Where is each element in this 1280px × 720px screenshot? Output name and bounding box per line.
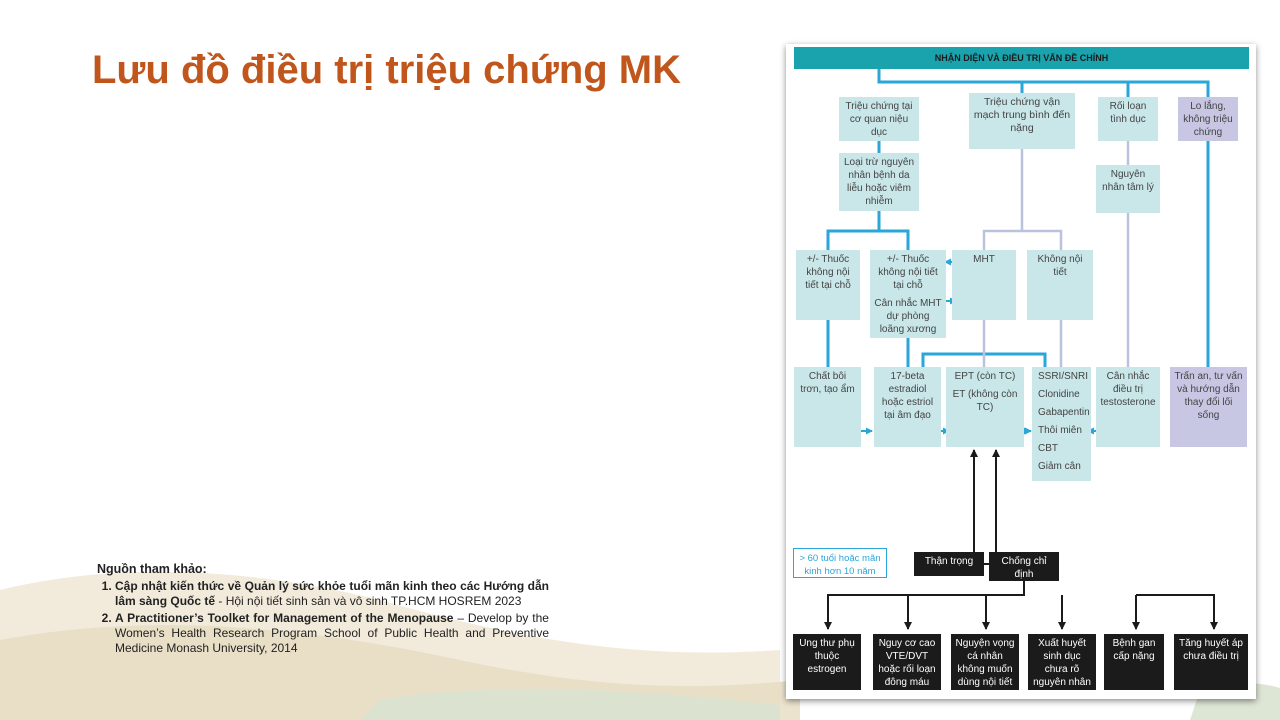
nonhormonal-options-box <box>1032 367 1091 481</box>
reference-title: Cập nhật kiến thức về Quản lý sức khỏe tuổi mãn kinh theo các Hướng dẫn lâm sàng Quốc tế <box>115 579 549 608</box>
nonhormonal-local-right-box <box>870 250 946 338</box>
reference-title: A Practitioner’s Toolket for Management of the Menopause <box>115 611 454 625</box>
nonhormonal-local-left-box: +/- Thuốc không nội tiết tại chỗ <box>796 250 860 320</box>
nonhormonal-option: SSRI/SNRI <box>1038 371 1089 382</box>
ept-et-box <box>946 367 1024 447</box>
urogenital-symptoms-box: Triệu chứng tại cơ quan niệu dục <box>839 97 919 141</box>
references-list <box>97 579 549 656</box>
contraindication-item: Ung thư phụ thuộc estrogen <box>793 634 861 690</box>
vaginal-estradiol-box: 17-beta estradiol hoặc estriol tại âm đạo <box>874 367 941 447</box>
mht-box: MHT <box>952 250 1016 320</box>
ept-label: EPT (còn TC) <box>954 371 1016 382</box>
nonhormonal-option: CBT <box>1038 443 1058 454</box>
reference-source: – Develop by the Women’s Health Research Program School of Public Health and Preventive Medicine Monash University, 2014 <box>115 611 549 655</box>
sexual-dysfunction-box: Rối loạn tình dục <box>1098 97 1158 141</box>
anxiety-box: Lo lắng, không triệu chứng <box>1178 97 1238 141</box>
nonhormonal-option: Thôi miên <box>1038 425 1082 436</box>
reference-item <box>115 611 549 656</box>
nonhormonal-local-label: +/- Thuốc không nội tiết tại chỗ <box>878 254 938 291</box>
nonhormonal-box: Không nội tiết <box>1027 250 1093 320</box>
contraindication-box: Chống chỉ định <box>989 552 1059 581</box>
nonhormonal-option: Gabapentin <box>1038 407 1090 418</box>
contraindication-item: Nguy cơ cao VTE/DVT hoặc rối loạn đông máu <box>873 634 941 690</box>
nonhormonal-option: Clonidine <box>1038 389 1080 400</box>
caution-box: Thận trọng <box>914 552 984 576</box>
contraindication-item: Bệnh gan cấp nặng <box>1104 634 1164 690</box>
references-heading: Nguồn tham khảo: <box>97 562 207 576</box>
contraindication-item: Nguyện vọng cá nhân không muốn dùng nội tiết <box>951 634 1019 690</box>
flowchart-header: NHẬN DIỆN VÀ ĐIỀU TRỊ VẤN ĐỀ CHÍNH <box>794 47 1249 69</box>
vasomotor-symptoms-box: Triệu chứng vận mạch trung bình đến nặng <box>969 93 1075 149</box>
over-60-box: > 60 tuổi hoặc mãn kinh hơn 10 năm <box>793 548 887 578</box>
consider-mht-label: Cân nhắc MHT dự phòng loãng xương <box>874 298 942 335</box>
et-label: ET (không còn TC) <box>952 389 1018 413</box>
contraindication-item: Tăng huyết áp chưa điều trị <box>1174 634 1248 690</box>
slide-title: Lưu đồ điều trị triệu chứng MK <box>92 48 682 92</box>
exclude-causes-box: Loại trừ nguyên nhân bệnh da liễu hoặc viêm nhiễm <box>839 153 919 211</box>
flowchart <box>786 44 1256 699</box>
psychological-cause-box: Nguyên nhân tâm lý <box>1096 165 1160 213</box>
testosterone-box: Cân nhắc điều trị testosterone <box>1096 367 1160 447</box>
lubricant-box: Chất bôi trơn, tạo ẩm <box>794 367 861 447</box>
reference-source: - Hội nội tiết sinh sản và vô sinh TP.HCM HOSREM 2023 <box>215 594 522 608</box>
references <box>97 562 549 658</box>
contraindication-item: Xuất huyết sinh dục chưa rõ nguyên nhân <box>1028 634 1096 690</box>
reassurance-box: Trấn an, tư vấn và hướng dẫn thay đổi lối sống <box>1170 367 1247 447</box>
reference-item <box>115 579 549 609</box>
nonhormonal-option: Giảm cân <box>1038 461 1081 472</box>
